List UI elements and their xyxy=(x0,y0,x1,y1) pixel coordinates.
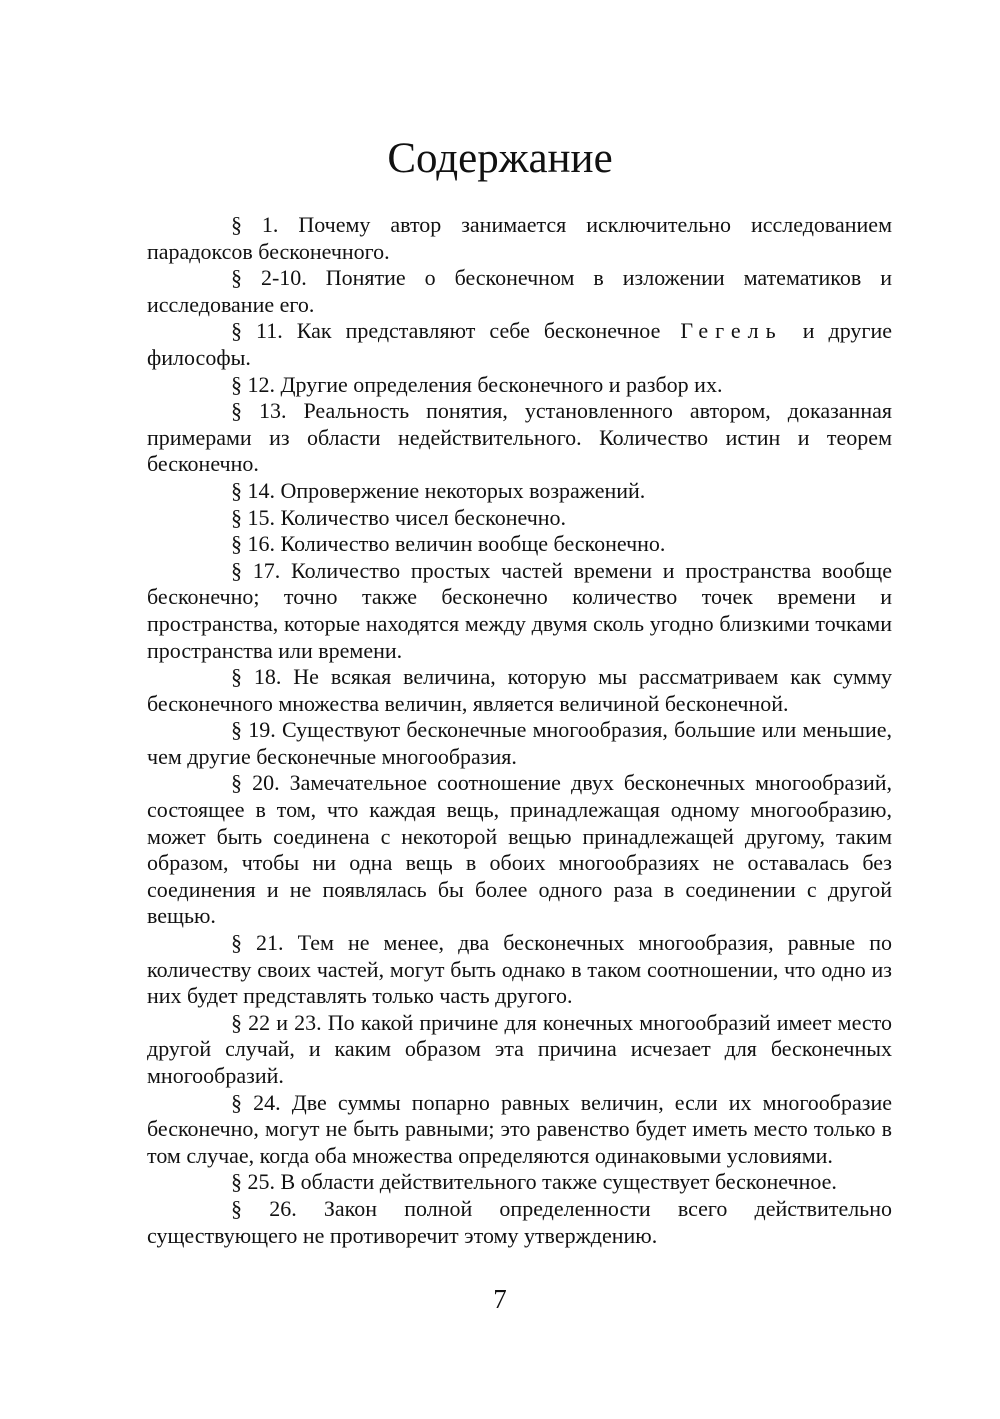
toc-item-2-10: § 2-10. Понятие о бесконечном в изложении математиков и исследование его. xyxy=(147,265,892,317)
toc-item-21: § 21. Тем не менее, два бесконечных многообразия, равные по количеству своих частей, могут быть однако в таком соотношении, что одно из них будет представлять только часть другого. xyxy=(147,930,892,1009)
toc-item-25: § 25. В области действительного также существует бесконечное. xyxy=(231,1169,837,1195)
toc-item-1: § 1. Почему автор занимается исключительно исследованием парадоксов бесконечного. xyxy=(147,212,892,264)
toc-item-15: § 15. Количество чисел бесконечно. xyxy=(231,504,567,530)
toc-item-22-23: § 22 и 23. По какой причине для конечных многообразий имеет место другой случай, и каким образом эта причина исчезает для бесконечных многообразий. xyxy=(147,1009,892,1088)
toc-item-19: § 19. Существуют бесконечные многообразия, большие или меньшие, чем другие бесконечные многообразия. xyxy=(147,717,892,769)
toc-item-18: § 18. Не всякая величина, которую мы рассматриваем как сумму бесконечного множества величин, является величиной бесконечной. xyxy=(147,664,892,716)
page-title: Содержание xyxy=(387,135,613,182)
toc-item-11-text-after: и другие философы. xyxy=(147,318,892,370)
toc-item-26: § 26. Закон полной определенности всего действительно существующего не противоречит этому утверждению. xyxy=(147,1195,892,1248)
page-number: 7 xyxy=(493,1284,507,1314)
toc-item-11 xyxy=(147,318,892,371)
toc-item-12: § 12. Другие определения бесконечного и разбор их. xyxy=(231,371,723,397)
toc-item-20: § 20. Замечательное соотношение двух бесконечных многообразий, состоящее в том, что каждая вещь, принадлежащая одному многообразию, может быть соединена с некоторой вещью принадлежащей другому, таким образом, чтобы ни одна вещь в обоих многообразиях не оставалась без соединения и не появлялась бы более одного раза в соединении с другой вещью. xyxy=(147,770,892,929)
toc-item-17: § 17. Количество простых частей времени и пространства вообще бесконечно; точно также бесконечно количество точек времени и пространства, которые находятся между двумя сколь угодно близкими точками пространства или времени. xyxy=(147,557,892,663)
table-of-contents xyxy=(147,212,892,1249)
toc-item-14: § 14. Опровержение некоторых возражений. xyxy=(231,477,646,503)
toc-item-11-name-hegel: Гегель xyxy=(680,318,783,344)
toc-item-13: § 13. Реальность понятия, установленного автором, доказанная примерами из области недействительного. Количество истин и теорем бесконечно. xyxy=(147,398,892,477)
toc-item-16: § 16. Количество величин вообще бесконечно. xyxy=(231,531,666,557)
toc-item-24: § 24. Две суммы попарно равных величин, если их многообразие бесконечно, могут не быть равными; это равенство будет иметь место только в том случае, когда оба множества определяются одинаковыми условиями. xyxy=(147,1089,892,1168)
toc-item-11-text-before: § 11. Как представляют себе бесконечное xyxy=(231,318,661,344)
